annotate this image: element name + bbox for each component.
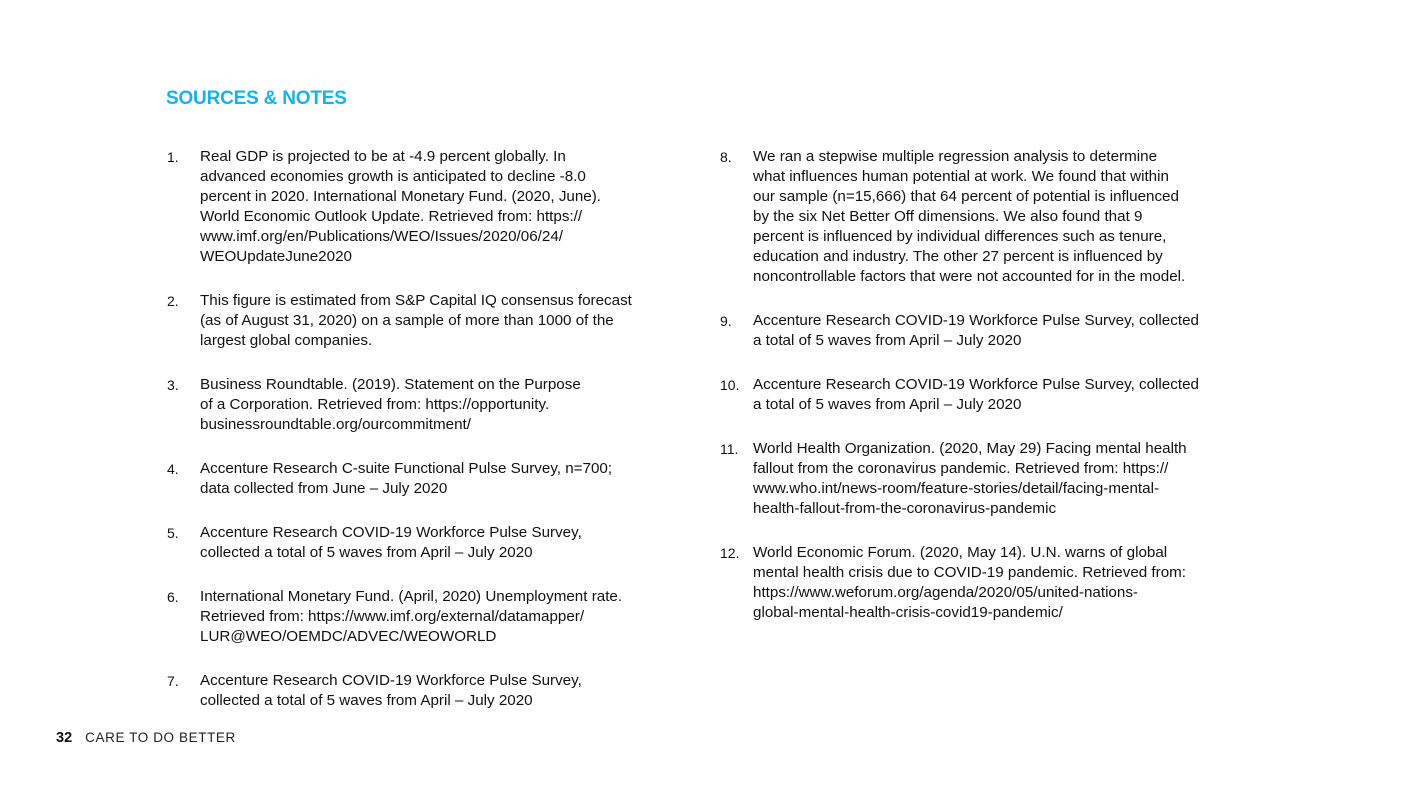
page-number: 32 [56,730,73,746]
note-number: 4. [167,461,179,477]
document-title: CARE TO DO BETTER [85,730,236,745]
section-heading: SOURCES & NOTES [166,88,347,109]
note-text: World Health Organization. (2020, May 29) Facing mental health fallout from the coronavirus pandemic. Retrieved from: https:// www.who.int/news-room/feature-stories/detail/facing-mental- health-fallout-from-the-coronavirus-pandemic [753,440,1187,517]
note-item [719,375,1249,415]
note-number: 7. [167,673,179,689]
note-text: World Economic Forum. (2020, May 14). U.N. warns of global mental health crisis due to COVID-19 pandemic. Retrieved from: https://www.weforum.org/agenda/2020/05/united-nations- global-mental-health-crisis-covid19-pandemic/ [753,544,1187,621]
notes-list-left [166,147,686,735]
note-text: Business Roundtable. (2019). Statement on the Purpose of a Corporation. Retrieved from: https://opportunity. businessroundtable.org/ourcommitment/ [200,376,581,433]
note-item [166,375,686,435]
note-text: Accenture Research C-suite Functional Pulse Survey, n=700; data collected from June – July 2020 [200,460,613,497]
note-text: We ran a stepwise multiple regression analysis to determine what influences human potential at work. We found that within our sample (n=15,666) that 64 percent of potential is influenced by the six Net Better Off dimensions. We also found that 9 percent is influenced by individual differences such as tenure, education and industry. The other 27 percent is influenced by noncontrollable factors that were not accounted for in the model. [753,148,1186,285]
note-item [719,147,1249,287]
page-footer [56,730,236,746]
note-item [166,523,686,563]
note-item [166,291,686,351]
note-number: 6. [167,589,179,605]
note-number: 12. [720,545,740,561]
note-text: International Monetary Fund. (April, 2020) Unemployment rate. Retrieved from: https://www.imf.org/external/datamapper/ LUR@WEO/OEMDC/ADVEC/WEOWORLD [200,588,623,645]
note-item [166,671,686,711]
note-item [719,439,1249,519]
note-item [166,147,686,267]
notes-list-right [719,147,1249,647]
note-number: 2. [167,293,179,309]
note-text: Real GDP is projected to be at -4.9 percent globally. In advanced economies growth is anticipated to decline -8.0 percent in 2020. International Monetary Fund. (2020, June). World Economic Outlook Update. Retrieved from: https:// www.imf.org/en/Publications/WEO/Issues/2020/06/24/ WEOUpdateJune2020 [200,148,602,265]
note-item [166,459,686,499]
note-number: 11. [720,441,739,457]
note-number: 3. [167,377,179,393]
note-number: 1. [167,149,179,165]
note-number: 8. [720,149,732,165]
note-text: Accenture Research COVID-19 Workforce Pulse Survey, collected a total of 5 waves from April – July 2020 [200,524,582,561]
note-item [719,543,1249,623]
note-text: Accenture Research COVID-19 Workforce Pulse Survey, collected a total of 5 waves from April – July 2020 [200,672,582,709]
note-number: 9. [720,313,732,329]
note-item [719,311,1249,351]
note-text: This figure is estimated from S&P Capital IQ consensus forecast (as of August 31, 2020) on a sample of more than 1000 of the largest global companies. [200,292,632,349]
note-number: 5. [167,525,179,541]
note-text: Accenture Research COVID-19 Workforce Pulse Survey, collected a total of 5 waves from April – July 2020 [753,312,1199,349]
note-text: Accenture Research COVID-19 Workforce Pulse Survey, collected a total of 5 waves from April – July 2020 [753,376,1199,413]
note-item [166,587,686,647]
note-number: 10. [720,377,740,393]
